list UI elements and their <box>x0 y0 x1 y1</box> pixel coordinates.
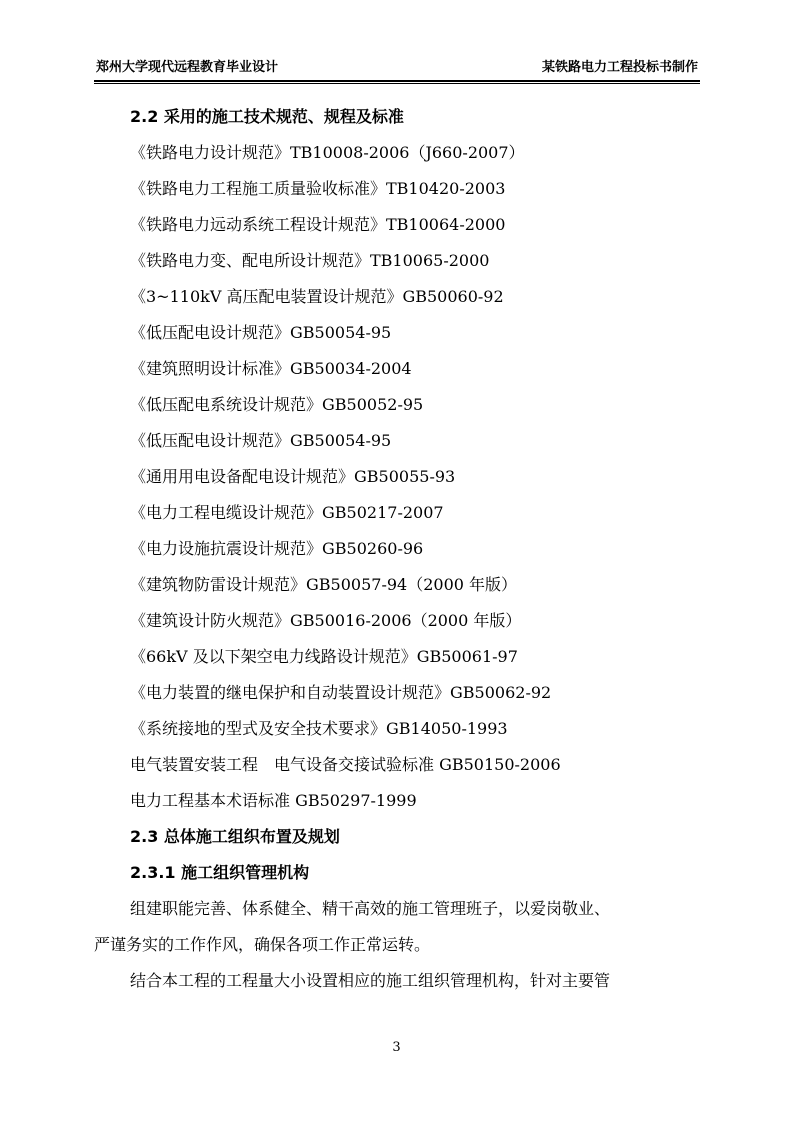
paragraph-line: 组建职能完善、体系健全、精干高效的施工管理班子，以爱岗敬业、 <box>130 899 611 918</box>
header-right-text: 某铁路电力工程投标书制作 <box>541 60 698 75</box>
standard-item: 《电力工程电缆设计规范》GB50217-2007 <box>130 503 444 522</box>
standard-item: 《电力装置的继电保护和自动装置设计规范》GB50062-92 <box>130 683 552 702</box>
paragraph-line: 严谨务实的工作作风，确保各项工作正常运转。 <box>94 935 431 954</box>
standard-item: 《建筑照明设计标准》GB50034-2004 <box>130 359 412 378</box>
standard-item: 《低压配电设计规范》GB50054-95 <box>130 323 392 342</box>
page-number: 3 <box>392 1040 401 1055</box>
standard-item: 电气装置安装工程 电气设备交接试验标准 GB50150-2006 <box>130 755 561 774</box>
standard-item: 《建筑物防雷设计规范》GB50057-94（2000 年版） <box>130 575 518 594</box>
standard-item: 《低压配电系统设计规范》GB50052-95 <box>130 395 424 414</box>
standard-item: 《铁路电力远动系统工程设计规范》TB10064-2000 <box>130 215 506 234</box>
section-2-2-heading: 2.2 采用的施工技术规范、规程及标准 <box>130 107 404 126</box>
standard-item: 《低压配电设计规范》GB50054-95 <box>130 431 392 450</box>
standard-item: 《铁路电力工程施工质量验收标准》TB10420-2003 <box>130 179 506 198</box>
standard-item: 《电力设施抗震设计规范》GB50260-96 <box>130 539 424 558</box>
section-2-3-1-heading: 2.3.1 施工组织管理机构 <box>130 863 310 882</box>
standard-item: 《铁路电力设计规范》TB10008-2006（J660-2007） <box>130 143 525 162</box>
standard-item: 电力工程基本术语标准 GB50297-1999 <box>130 791 417 810</box>
page-header <box>94 52 700 82</box>
standard-item: 《通用用电设备配电设计规范》GB50055-93 <box>130 467 456 486</box>
standard-item: 《系统接地的型式及安全技术要求》GB14050-1993 <box>130 719 508 738</box>
standard-item: 《建筑设计防火规范》GB50016-2006（2000 年版） <box>130 611 522 630</box>
standard-item: 《3~110kV 高压配电装置设计规范》GB50060-92 <box>130 287 504 306</box>
standard-item: 《铁路电力变、配电所设计规范》TB10065-2000 <box>130 251 490 270</box>
paragraph-line: 结合本工程的工程量大小设置相应的施工组织管理机构，针对主要管 <box>130 971 611 990</box>
header-left-text: 郑州大学现代远程教育毕业设计 <box>96 60 279 75</box>
section-2-3-heading: 2.3 总体施工组织布置及规划 <box>130 827 340 846</box>
header-rule <box>94 83 700 84</box>
standard-item: 《66kV 及以下架空电力线路设计规范》GB50061-97 <box>130 647 518 666</box>
